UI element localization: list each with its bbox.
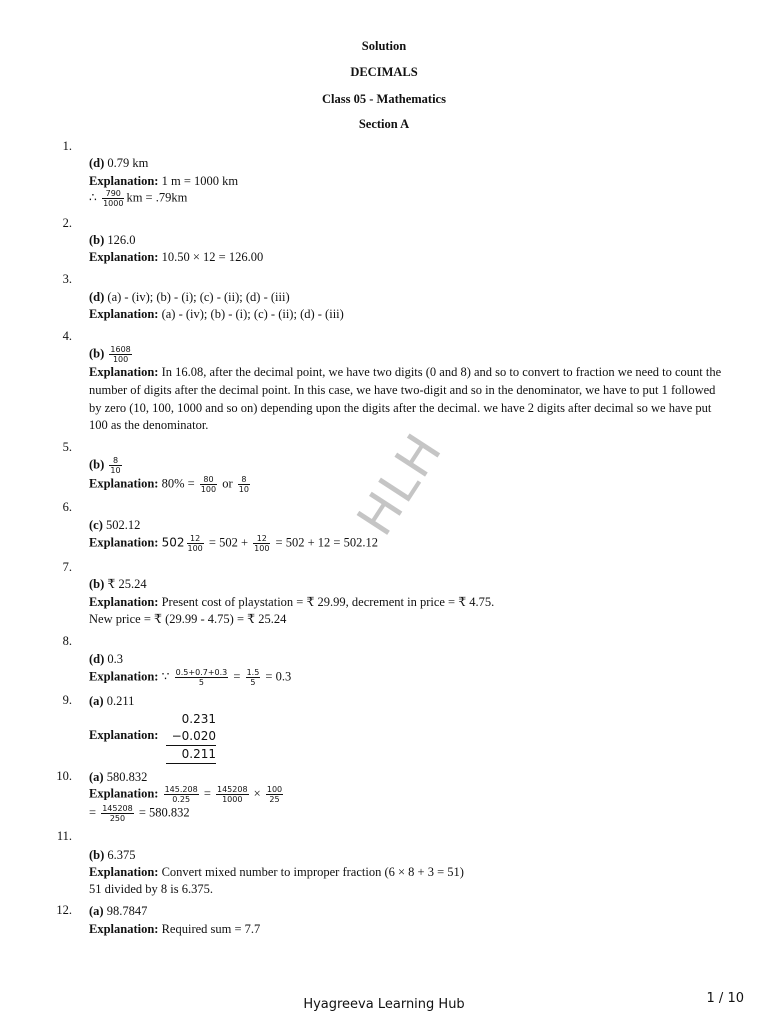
subtrahend: −0.020: [166, 728, 216, 746]
fraction: $\frac{145.208}{0.25}$: [164, 785, 198, 804]
question-number: 7.: [62, 560, 72, 574]
footer-brand: Hyagreeva Learning Hub: [303, 997, 465, 1012]
explanation-line: Explanation: 502 $\frac{12}{100}$ = 502 + $\frac{12}{100}$ = 502 + 12 = 502.12: [89, 534, 378, 553]
fraction: $\frac{145208}{250}$: [102, 804, 133, 823]
page-number: 1 / 10: [706, 991, 744, 1006]
question-number: 1.: [62, 139, 72, 153]
question-number: 6.: [62, 500, 72, 514]
page-title: Solution: [361, 39, 407, 53]
difference: 0.211: [166, 746, 216, 764]
fraction: $\frac{790}{1000}$: [103, 189, 124, 208]
question-number: 12.: [56, 903, 72, 917]
explanation-line: Explanation: 1 m = 1000 km: [89, 174, 239, 188]
watermark: HLH: [345, 422, 455, 546]
explanation-line: ∴ $\frac{790}{1000}$ km = .79km: [89, 189, 188, 208]
section-title: Section A: [358, 117, 410, 131]
answer-line: (b) $\frac{8}{10}$: [89, 456, 121, 475]
question-number: 11.: [56, 829, 72, 843]
explanation-line: New price = ₹ (29.99 - 4.75) = ₹ 25.24: [89, 612, 287, 626]
explanation-line: Explanation: ∵ $\frac{0.5+0.7+0.3}{5}$ = $\frac{1.5}{5}$ = 0.3: [89, 668, 292, 687]
answer-line: (c) 502.12: [89, 518, 141, 532]
explanation-line: Explanation: Present cost of playstation = ₹ 29.99, decrement in price = ₹ 4.75.: [89, 595, 495, 609]
answer-line: (d) 0.79 km: [89, 156, 149, 170]
minuend: 0.231: [181, 712, 216, 726]
question-number: 5.: [62, 440, 72, 454]
question-number: 8.: [62, 634, 72, 648]
answer-line: (b) 126.0: [89, 233, 136, 247]
question-number: 4.: [62, 329, 72, 343]
answer-line: (a) 98.7847: [89, 904, 148, 918]
explanation-line: Explanation: 80% = $\frac{80}{100}$ or $\frac{8}{10}$: [89, 475, 249, 494]
question-number: 3.: [62, 272, 72, 286]
explanation-line: Explanation: $\frac{145.208}{0.25}$ = $\frac{145208}{1000}$ × $\frac{100}{25}$: [89, 785, 283, 804]
class-line: Class 05 - Mathematics: [322, 92, 446, 106]
answer-line: (a) 0.211: [89, 694, 135, 708]
fraction: $\frac{0.5+0.7+0.3}{5}$: [175, 668, 228, 687]
explanation-line: Explanation: Required sum = 7.7: [89, 922, 261, 936]
explanation-line: Explanation: (a) - (iv); (b) - (i); (c) - (ii); (d) - (iii): [89, 307, 344, 321]
question-number: 2.: [62, 216, 72, 230]
explanation-line: = $\frac{145208}{250}$ = 580.832: [89, 804, 190, 823]
answer-line: (d) (a) - (iv); (b) - (i); (c) - (ii); (d) - (iii): [89, 290, 290, 304]
fraction: $\frac{12}{100}$: [187, 534, 203, 553]
fraction: $\frac{1608}{100}$: [110, 345, 131, 364]
explanation-line: 51 divided by 8 is 6.375.: [89, 882, 213, 896]
answer-line: (b) 6.375: [89, 848, 136, 862]
answer-line: (d) 0.3: [89, 652, 124, 666]
answer-line: (b) $\frac{1608}{100}$: [89, 345, 131, 364]
fraction: $\frac{1.5}{5}$: [246, 668, 260, 687]
question-number: 9.: [62, 693, 72, 707]
chapter-title: DECIMALS: [350, 65, 418, 79]
fraction: $\frac{80}{100}$: [200, 475, 217, 494]
fraction: $\frac{8}{10}$: [110, 456, 121, 475]
answer-line: (b) ₹ 25.24: [89, 577, 147, 591]
explanation-line: Explanation: Convert mixed number to improper fraction (6 × 8 + 3 = 51): [89, 865, 464, 879]
question-number: 10.: [56, 769, 72, 783]
subtraction-block: [166, 711, 216, 764]
answer-line: (a) 580.832: [89, 770, 148, 784]
fraction: $\frac{12}{100}$: [254, 534, 270, 553]
explanation-paragraph: Explanation: In 16.08, after the decimal point, we have two digits (0 and 8) and so to convert to fraction we need to count the number of digits after the decimal point. In this case, we have two-digit and so in the denominator, we have to put 1 followed by zero (10, 100, 1000 and so on) depending upon the digits after the decimal. we have 2 digits after decimal so we have put 100 as the denominator.: [89, 365, 722, 433]
explanation-line: Explanation: 10.50 × 12 = 126.00: [89, 250, 264, 264]
fraction: $\frac{8}{10}$: [238, 475, 249, 494]
explanation-label: Explanation:: [89, 728, 159, 742]
fraction: $\frac{145208}{1000}$: [217, 785, 248, 804]
fraction: $\frac{100}{25}$: [266, 785, 283, 804]
